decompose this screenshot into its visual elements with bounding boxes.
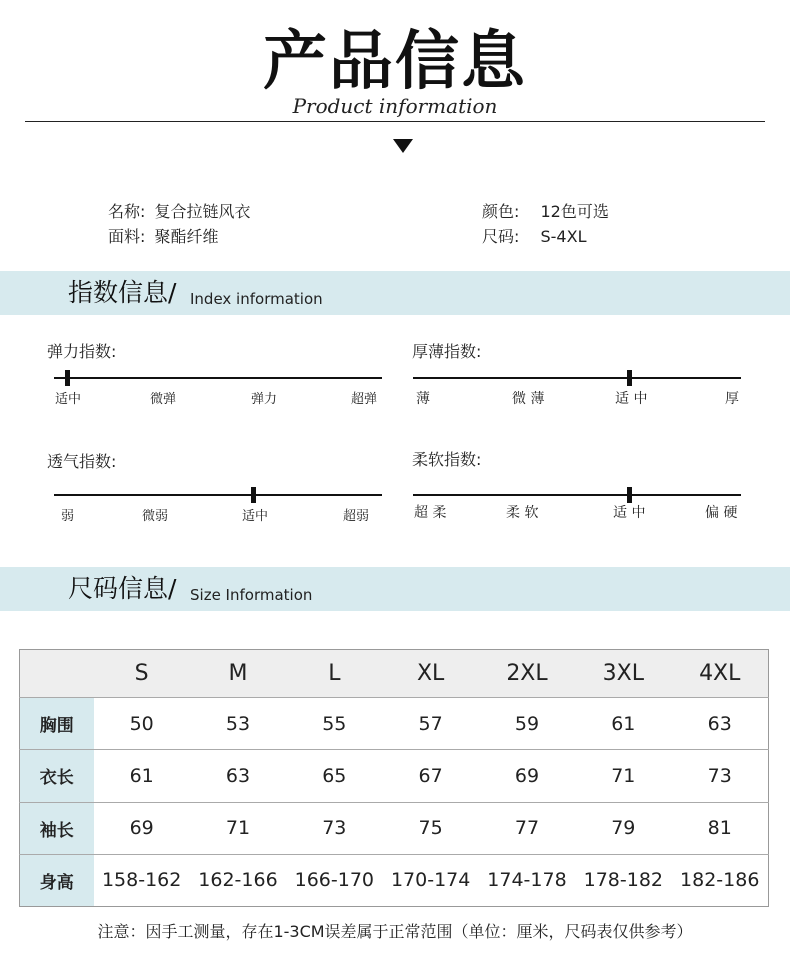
product-color (482, 200, 609, 224)
table-cell: 182-186 (671, 854, 768, 906)
row-header: 衣长 (20, 750, 94, 802)
table-row (20, 802, 769, 854)
softness-label: 柔软指数: (412, 450, 482, 469)
table-cell: 166-170 (286, 854, 382, 906)
table-cell: 57 (382, 698, 478, 750)
table-cell: 71 (190, 802, 286, 854)
size-header: 2XL (479, 650, 575, 698)
table-cell: 59 (479, 698, 575, 750)
breathability-label: 透气指数: (47, 452, 117, 471)
softness-tick: 偏 硬 (705, 505, 738, 521)
thickness-tick: 适 中 (615, 391, 648, 407)
elasticity-tick: 适中 (55, 392, 82, 407)
softness-marker (627, 487, 632, 503)
size-section-subtitle: Size Information (190, 586, 313, 604)
size-label: 尺码: (482, 227, 520, 246)
size-section-header (0, 567, 790, 611)
softness-scale (413, 494, 741, 496)
elasticity-tick: 微弹 (150, 392, 177, 407)
thickness-tick: 厚 (725, 391, 739, 407)
size-header: 4XL (671, 650, 768, 698)
size-header: S (94, 650, 190, 698)
index-section-header (0, 271, 790, 315)
breathability-tick: 超弱 (343, 509, 370, 524)
table-cell: 158-162 (94, 854, 190, 906)
table-cell: 79 (575, 802, 671, 854)
table-cell: 63 (190, 750, 286, 802)
breathability-marker (251, 487, 256, 503)
breathability-tick: 弱 (61, 509, 75, 524)
name-label: 名称: (108, 202, 146, 221)
size-header: M (190, 650, 286, 698)
table-cell: 71 (575, 750, 671, 802)
thickness-scale (413, 377, 741, 379)
table-cell: 178-182 (575, 854, 671, 906)
size-section-title: 尺码信息/ (68, 574, 177, 603)
table-row (20, 854, 769, 906)
index-section-title: 指数信息/ (68, 278, 177, 307)
row-header: 胸围 (20, 698, 94, 750)
size-header: L (286, 650, 382, 698)
down-arrow-icon (393, 139, 413, 153)
title-divider (25, 121, 765, 122)
elasticity-tick: 弹力 (251, 392, 278, 407)
measurement-note: 注意：因手工测量，存在1-3CM误差属于正常范围（单位：厘米，尺码表仅供参考） (97, 922, 693, 941)
size-header-row (20, 650, 769, 698)
table-cell: 73 (671, 750, 768, 802)
page-subtitle: Product information (292, 94, 498, 118)
table-cell: 61 (575, 698, 671, 750)
softness-tick: 适 中 (613, 505, 646, 521)
table-cell: 170-174 (382, 854, 478, 906)
row-header: 身高 (20, 854, 94, 906)
color-label: 颜色: (482, 202, 520, 221)
table-cell: 50 (94, 698, 190, 750)
table-cell: 61 (94, 750, 190, 802)
index-section-subtitle: Index information (190, 290, 323, 308)
size-header: 3XL (575, 650, 671, 698)
table-cell: 75 (382, 802, 478, 854)
thickness-tick: 微 薄 (512, 391, 545, 407)
elasticity-marker (65, 370, 70, 386)
thickness-tick: 薄 (416, 391, 430, 407)
softness-tick: 超 柔 (414, 505, 447, 521)
breathability-tick: 适中 (242, 509, 269, 524)
color-value: 12色可选 (540, 202, 609, 221)
size-value: S-4XL (540, 227, 587, 246)
product-fabric (108, 225, 219, 249)
size-table (19, 649, 769, 907)
table-row (20, 750, 769, 802)
page-title: 产品信息 (263, 25, 527, 99)
table-cell: 69 (94, 802, 190, 854)
table-cell: 55 (286, 698, 382, 750)
name-value: 复合拉链风衣 (154, 202, 251, 221)
table-cell: 65 (286, 750, 382, 802)
table-row (20, 698, 769, 750)
thickness-label: 厚薄指数: (412, 342, 482, 361)
table-cell: 69 (479, 750, 575, 802)
breathability-tick: 微弱 (142, 509, 169, 524)
table-cell: 67 (382, 750, 478, 802)
elasticity-tick: 超弹 (351, 392, 378, 407)
product-name (108, 200, 251, 224)
elasticity-scale (54, 377, 382, 379)
table-cell: 53 (190, 698, 286, 750)
table-cell: 77 (479, 802, 575, 854)
table-cell: 73 (286, 802, 382, 854)
table-cell: 63 (671, 698, 768, 750)
thickness-marker (627, 370, 632, 386)
table-corner (20, 650, 94, 698)
row-header: 袖长 (20, 802, 94, 854)
breathability-scale (54, 494, 382, 496)
product-size (482, 225, 586, 249)
table-cell: 174-178 (479, 854, 575, 906)
elasticity-label: 弹力指数: (47, 342, 117, 361)
table-cell: 162-166 (190, 854, 286, 906)
table-cell: 81 (671, 802, 768, 854)
softness-tick: 柔 软 (506, 505, 539, 521)
size-header: XL (382, 650, 478, 698)
fabric-label: 面料: (108, 227, 146, 246)
fabric-value: 聚酯纤维 (154, 227, 219, 246)
